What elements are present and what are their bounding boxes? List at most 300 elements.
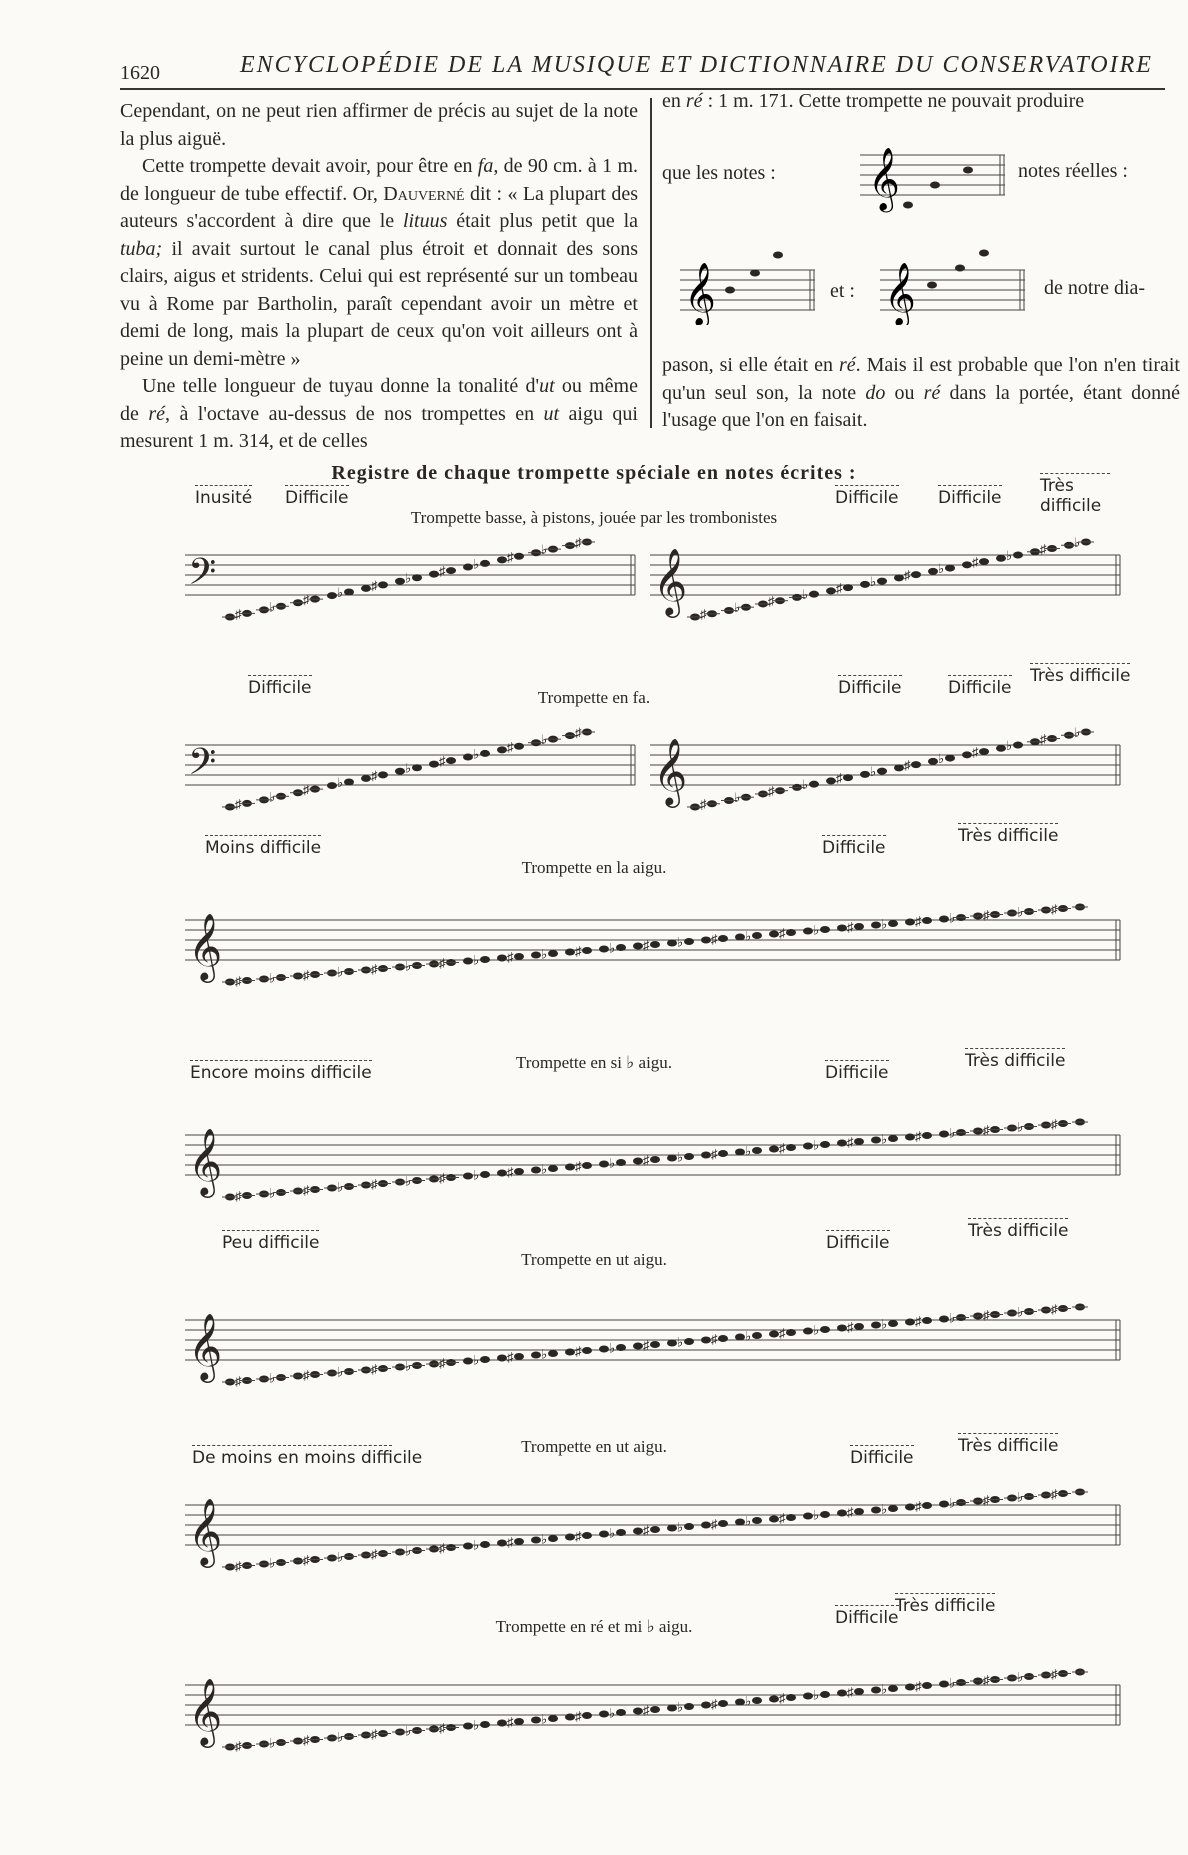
sharp-sign: ♯ (575, 943, 582, 959)
music-note (979, 748, 989, 755)
music-note (905, 1134, 915, 1141)
bass-clef: 𝄢 (188, 551, 217, 602)
flat-sign: ♭ (949, 910, 956, 926)
flat-sign: ♭ (269, 789, 276, 805)
music-note (905, 1319, 915, 1326)
flat-sign: ♭ (405, 760, 412, 776)
sharp-sign: ♯ (836, 770, 843, 786)
staff-lines (185, 920, 1120, 960)
paragraph (120, 153, 638, 373)
music-note (854, 1138, 864, 1145)
music-note (684, 938, 694, 945)
music-note (412, 764, 422, 771)
sharp-sign: ♯ (915, 1498, 922, 1514)
sharp-sign: ♯ (507, 1164, 514, 1180)
music-note (922, 1682, 932, 1689)
music-note (616, 944, 626, 951)
music-note (667, 1340, 677, 1347)
sharp-sign: ♯ (972, 744, 979, 760)
paragraph (120, 373, 638, 456)
flat-sign: ♭ (1006, 738, 1013, 754)
flat-sign: ♭ (541, 542, 548, 558)
music-note (667, 1155, 677, 1162)
sharp-sign: ♯ (711, 1696, 718, 1712)
music-note (927, 282, 937, 289)
music-note (837, 925, 847, 932)
text-run: : 1 m. 171. Cette trompette ne pouvait produire (702, 90, 1085, 112)
treble-clef: 𝄞 (188, 1677, 223, 1745)
music-note (565, 1164, 575, 1171)
staff-lines (185, 1320, 1120, 1360)
flat-sign: ♭ (802, 587, 809, 603)
flat-sign: ♭ (405, 570, 412, 586)
flat-sign: ♭ (881, 916, 888, 932)
music-note (514, 743, 524, 750)
sharp-sign: ♯ (439, 1720, 446, 1736)
music-note (667, 940, 677, 947)
sharp-sign: ♯ (643, 1522, 650, 1538)
music-note (395, 578, 405, 585)
music-note (616, 1709, 626, 1716)
sharp-sign: ♯ (303, 1732, 310, 1748)
music-note (531, 1717, 541, 1724)
music-note (480, 750, 490, 757)
flat-sign: ♭ (269, 1555, 276, 1571)
music-staff (0, 890, 1188, 1010)
flat-sign: ♭ (677, 1334, 684, 1350)
text-run: ut (543, 402, 560, 425)
music-staff (0, 1655, 1188, 1775)
text-run: ré (839, 354, 856, 376)
sharp-sign: ♯ (700, 796, 707, 812)
sharp-sign: ♯ (507, 1714, 514, 1730)
music-note (514, 553, 524, 560)
flat-sign: ♭ (881, 1131, 888, 1147)
flat-sign: ♭ (1017, 904, 1024, 920)
sharp-sign: ♯ (1040, 541, 1047, 557)
sharp-sign: ♯ (1051, 1301, 1058, 1317)
difficulty-label: Difficile (948, 675, 1012, 698)
music-note (548, 950, 558, 957)
right-column-bottom (662, 352, 1180, 435)
sharp-sign: ♯ (983, 1492, 990, 1508)
music-note (752, 1147, 762, 1154)
music-note (548, 1165, 558, 1172)
text-run: . Mais il est probable que l'on n'en tirait qu'un seul son, la note (662, 354, 1180, 404)
music-note (979, 558, 989, 565)
music-note (905, 1684, 915, 1691)
music-note (565, 1714, 575, 1721)
music-note (735, 1519, 745, 1526)
text-run: était plus petit que la (447, 210, 638, 232)
flat-sign: ♭ (405, 1543, 412, 1559)
example-title: Trompette en ut aigu. (521, 1437, 667, 1456)
flat-sign: ♭ (473, 556, 480, 572)
sharp-sign: ♯ (915, 1313, 922, 1329)
music-note (582, 1712, 592, 1719)
text-run: lituus (402, 210, 448, 232)
sharp-sign: ♯ (915, 1678, 922, 1694)
music-note (565, 1534, 575, 1541)
difficulty-label: Difficile (938, 485, 1002, 508)
sharp-sign: ♯ (235, 1738, 242, 1754)
music-note (877, 578, 887, 585)
paragraph (662, 352, 1180, 435)
difficulty-label: Très difficile (958, 1433, 1058, 1456)
music-note (735, 934, 745, 941)
sharp-sign: ♯ (235, 1558, 242, 1574)
flat-sign: ♭ (337, 775, 344, 790)
treble-clef: 𝄞 (653, 737, 688, 805)
music-note (599, 1161, 609, 1168)
running-title: ENCYCLOPÉDIE DE LA MUSIQUE ET DICTIONNAIRE DU CONSERVATOIRE (240, 52, 1153, 78)
music-note (378, 771, 388, 778)
music-note (735, 1334, 745, 1341)
music-note (344, 589, 354, 596)
sharp-sign: ♯ (439, 955, 446, 971)
text-run: ou même de (120, 375, 638, 425)
music-note (650, 1156, 660, 1163)
flat-sign: ♭ (881, 1681, 888, 1697)
flat-sign: ♭ (813, 1507, 820, 1523)
music-note (514, 1353, 524, 1360)
music-note (599, 1346, 609, 1353)
sharp-sign: ♯ (575, 1708, 582, 1724)
music-note (786, 1144, 796, 1151)
sharp-sign: ♯ (575, 535, 582, 550)
difficulty-label: Très difficile (965, 1048, 1065, 1071)
sharp-sign: ♯ (1051, 1666, 1058, 1682)
text-run: pason, si elle était en (662, 354, 839, 376)
flat-sign: ♭ (802, 777, 809, 793)
difficulty-label: Très difficile (1030, 663, 1130, 686)
music-note (871, 1137, 881, 1144)
music-note (930, 182, 940, 189)
music-note (565, 949, 575, 956)
sharp-sign: ♯ (303, 967, 310, 983)
music-note (945, 565, 955, 572)
flat-sign: ♭ (745, 1328, 752, 1344)
music-note (327, 592, 337, 599)
flat-sign: ♭ (405, 1173, 412, 1189)
music-staff (0, 525, 1188, 645)
treble-clef: 𝄞 (188, 1497, 223, 1565)
flat-sign: ♭ (1017, 1669, 1024, 1685)
difficulty-label: Très difficile (958, 823, 1058, 846)
paragraph (662, 88, 1180, 116)
music-note (939, 1501, 949, 1508)
flat-sign: ♭ (609, 1705, 616, 1721)
staff-lines (185, 1135, 1120, 1175)
inline-label-que-les-notes: que les notes : (662, 162, 776, 184)
flat-sign: ♭ (269, 1370, 276, 1386)
music-note (531, 1352, 541, 1359)
music-note (922, 917, 932, 924)
music-note (837, 1510, 847, 1517)
music-note (531, 952, 541, 959)
music-note (514, 953, 524, 960)
music-note (871, 1507, 881, 1514)
music-note (480, 1356, 490, 1363)
sharp-sign: ♯ (439, 1540, 446, 1556)
flat-sign: ♭ (813, 1137, 820, 1153)
music-note (497, 556, 507, 563)
sharp-sign: ♯ (371, 1176, 378, 1192)
treble-clef: 𝄞 (684, 262, 716, 325)
music-note (769, 1516, 779, 1523)
sharp-sign: ♯ (915, 913, 922, 929)
music-note (463, 1358, 473, 1365)
flat-sign: ♭ (949, 1310, 956, 1326)
flat-sign: ♭ (609, 1525, 616, 1541)
sharp-sign: ♯ (904, 757, 911, 773)
flat-sign: ♭ (337, 1549, 344, 1565)
music-note (531, 1537, 541, 1544)
music-note (837, 1690, 847, 1697)
music-note (945, 755, 955, 762)
flat-sign: ♭ (541, 732, 548, 748)
left-column (120, 98, 638, 456)
example-title: Trompette en la aigu. (521, 858, 667, 877)
music-note (718, 1150, 728, 1157)
music-note (633, 1343, 643, 1350)
music-note (911, 571, 921, 578)
sharp-sign: ♯ (371, 961, 378, 977)
flat-sign: ♭ (541, 1711, 548, 1727)
flat-sign: ♭ (745, 1513, 752, 1529)
sharp-sign: ♯ (711, 1146, 718, 1162)
flat-sign: ♭ (677, 1519, 684, 1535)
sharp-sign: ♯ (1051, 901, 1058, 917)
music-note (497, 1355, 507, 1362)
flat-sign: ♭ (269, 1735, 276, 1751)
music-note (809, 591, 819, 598)
difficulty-label: Difficile (826, 1230, 890, 1253)
text-run: dit : « La plupart des auteurs s'accordent à dire que le (120, 182, 639, 232)
flat-sign: ♭ (881, 1501, 888, 1517)
sharp-sign: ♯ (643, 937, 650, 953)
music-note (395, 768, 405, 775)
sharp-sign: ♯ (507, 949, 514, 965)
sharp-sign: ♯ (575, 1528, 582, 1544)
music-note (786, 1694, 796, 1701)
music-staff-small (880, 245, 1025, 325)
music-note (497, 746, 507, 753)
flat-sign: ♭ (473, 1537, 480, 1553)
sharp-sign: ♯ (768, 593, 775, 609)
text-run: fa (477, 155, 494, 177)
difficulty-label: Difficile (835, 1605, 899, 1628)
sharp-sign: ♯ (711, 1516, 718, 1532)
flat-sign: ♭ (734, 790, 741, 806)
text-run: ou (885, 381, 924, 404)
sharp-sign: ♯ (1051, 1116, 1058, 1132)
sharp-sign: ♯ (1051, 1486, 1058, 1502)
text-run: dans la portée, étant donné l'usage que l'on en faisait. (662, 381, 1180, 431)
music-note (701, 937, 711, 944)
text-run: ut (539, 375, 555, 397)
music-note (939, 1681, 949, 1688)
music-note (429, 761, 439, 768)
music-note (837, 1140, 847, 1147)
sharp-sign: ♯ (643, 1152, 650, 1168)
flat-sign: ♭ (949, 1125, 956, 1141)
music-note (463, 564, 473, 571)
music-note (616, 1529, 626, 1536)
sharp-sign: ♯ (371, 1361, 378, 1377)
sharp-sign: ♯ (235, 606, 242, 622)
music-note (684, 1703, 694, 1710)
sharp-sign: ♯ (836, 580, 843, 596)
flat-sign: ♭ (473, 1167, 480, 1183)
flat-sign: ♭ (745, 1143, 752, 1159)
flat-sign: ♭ (938, 751, 945, 767)
music-note (854, 1688, 864, 1695)
music-note (1013, 742, 1023, 749)
difficulty-label: Inusité (195, 485, 252, 508)
music-note (497, 1540, 507, 1547)
music-note (769, 1331, 779, 1338)
music-note (820, 926, 830, 933)
difficulty-label: Moins difficile (205, 835, 321, 858)
music-note (996, 745, 1006, 752)
inline-label-et: et : (830, 280, 855, 302)
music-note (599, 1711, 609, 1718)
music-note (480, 1171, 490, 1178)
music-note (548, 1535, 558, 1542)
music-note (599, 946, 609, 953)
flat-sign: ♭ (337, 964, 344, 980)
music-note (854, 923, 864, 930)
music-note (903, 202, 913, 209)
sharp-sign: ♯ (711, 931, 718, 947)
music-note (684, 1338, 694, 1345)
sharp-sign: ♯ (303, 592, 310, 608)
text-run: en (662, 90, 686, 112)
right-column-top (662, 88, 1180, 116)
music-staff-small (860, 135, 1005, 215)
music-note (803, 1513, 813, 1520)
sharp-sign: ♯ (575, 1343, 582, 1359)
sharp-sign: ♯ (847, 1319, 854, 1335)
music-note (826, 777, 836, 784)
music-note (803, 1693, 813, 1700)
music-note (1013, 552, 1023, 559)
staff-lines (185, 1505, 1120, 1545)
difficulty-label: Difficile (248, 675, 312, 698)
text-run: ré (685, 90, 703, 112)
music-note (582, 947, 592, 954)
flat-sign: ♭ (337, 1179, 344, 1195)
music-note (633, 943, 643, 950)
music-note (327, 782, 337, 789)
flat-sign: ♭ (813, 1687, 820, 1703)
music-note (939, 1316, 949, 1323)
music-note (599, 1531, 609, 1538)
music-note (565, 1349, 575, 1356)
sharp-sign: ♯ (439, 1170, 446, 1186)
author-name: Dauverné (383, 182, 465, 205)
bass-clef: 𝄢 (188, 741, 217, 792)
music-note (633, 1708, 643, 1715)
flat-sign: ♭ (881, 1316, 888, 1332)
music-note (996, 555, 1006, 562)
music-note (750, 270, 760, 277)
music-note (718, 1700, 728, 1707)
music-staff (0, 1290, 1188, 1410)
music-note (497, 1720, 507, 1727)
music-note (735, 1699, 745, 1706)
sharp-sign: ♯ (700, 606, 707, 622)
flat-sign: ♭ (949, 1495, 956, 1511)
flat-sign: ♭ (949, 1675, 956, 1691)
music-note (820, 1326, 830, 1333)
music-note (752, 1697, 762, 1704)
music-note (854, 1508, 864, 1515)
music-note (922, 1132, 932, 1139)
music-note (786, 1514, 796, 1521)
flat-sign: ♭ (337, 1729, 344, 1745)
sharp-sign: ♯ (779, 1510, 786, 1526)
flat-sign: ♭ (609, 1340, 616, 1356)
sharp-sign: ♯ (847, 1684, 854, 1700)
difficulty-label: Très difficile (968, 1218, 1068, 1241)
music-note (667, 1525, 677, 1532)
music-note (718, 1335, 728, 1342)
sharp-sign: ♯ (235, 1188, 242, 1204)
flat-sign: ♭ (734, 600, 741, 616)
music-note (894, 764, 904, 771)
music-note (361, 775, 371, 782)
text-run: Cette trompette devait avoir, pour être en (142, 155, 478, 177)
sharp-sign: ♯ (439, 753, 446, 769)
flat-sign: ♭ (1074, 725, 1081, 740)
flat-sign: ♭ (269, 599, 276, 615)
music-note (701, 1337, 711, 1344)
music-note (582, 1162, 592, 1169)
difficulty-label: Difficile (850, 1445, 914, 1468)
music-note (531, 1167, 541, 1174)
treble-clef: 𝄞 (653, 547, 688, 615)
music-note (480, 560, 490, 567)
music-note (773, 252, 783, 259)
example-title: Trompette basse, à pistons, jouée par les trombonistes (410, 508, 778, 527)
flat-sign: ♭ (405, 958, 412, 974)
flat-sign: ♭ (1006, 548, 1013, 564)
music-note (871, 1687, 881, 1694)
music-note (514, 1538, 524, 1545)
staff-lines (650, 555, 1120, 595)
music-note (820, 1691, 830, 1698)
music-note (979, 250, 989, 257)
inline-label-notes-reelles: notes réelles : (1018, 160, 1128, 182)
sharp-sign: ♯ (507, 549, 514, 565)
flat-sign: ♭ (813, 922, 820, 938)
music-note (378, 581, 388, 588)
music-note (928, 568, 938, 575)
text-run: ré (923, 381, 941, 404)
music-note (922, 1317, 932, 1324)
sharp-sign: ♯ (575, 725, 582, 740)
flat-sign: ♭ (609, 940, 616, 956)
text-run: il avait surtout le canal plus étroit et donnait des sons clairs, aigus et stridents. Celui qui est représenté sur un tombeau vu à Rome par Bartholin, paraît cependant avoir un mètre et demi de long, mais la plupart de ceux qu'on voit ailleurs ont à peine un demi-mètre » (120, 237, 638, 370)
music-note (860, 581, 870, 588)
sharp-sign: ♯ (983, 1307, 990, 1323)
flat-sign: ♭ (541, 1531, 548, 1547)
music-note (809, 781, 819, 788)
example-title: Trompette en ré et mi ♭ aigu. (495, 1617, 693, 1636)
music-note (877, 768, 887, 775)
